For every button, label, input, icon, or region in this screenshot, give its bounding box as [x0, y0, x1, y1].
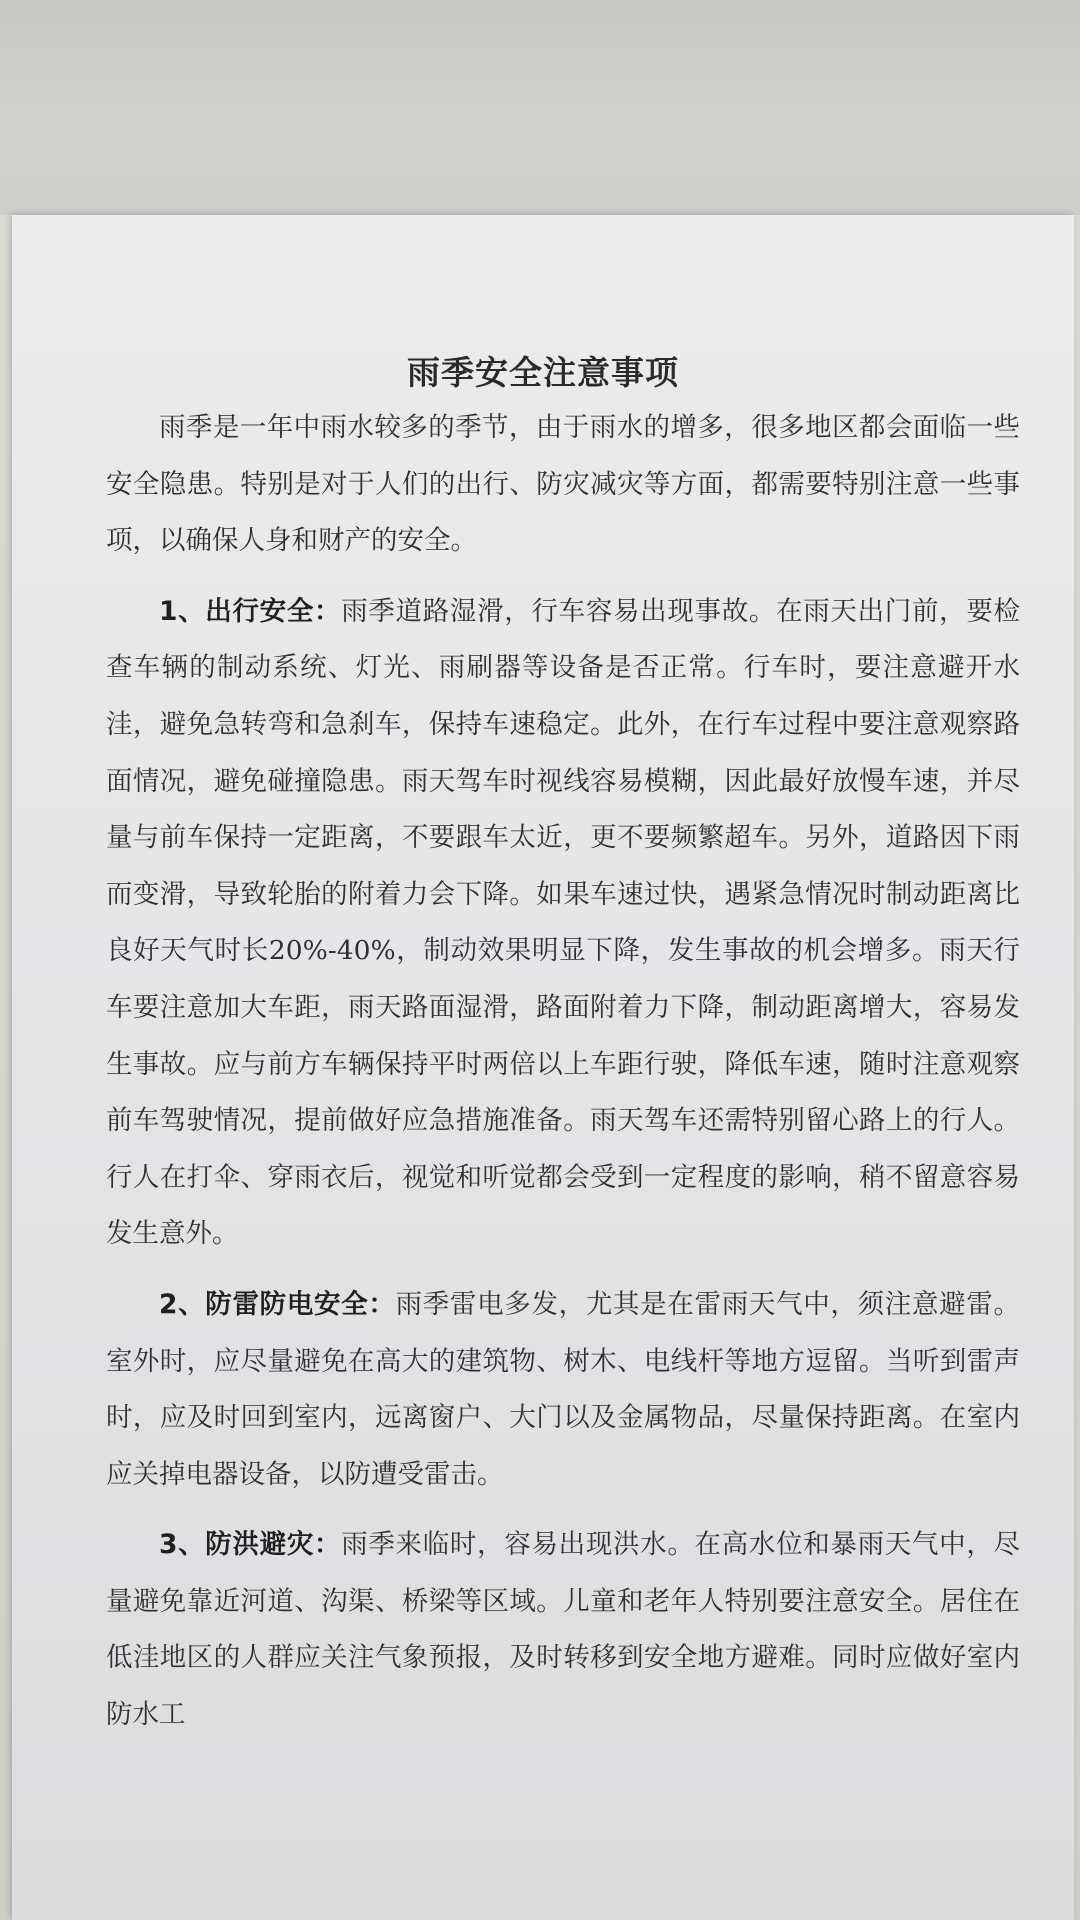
- background-surface: [0, 0, 1080, 215]
- section-text: 雨季道路湿滑，行车容易出现事故。在雨天出门前，要检查车辆的制动系统、灯光、雨刷器等设备是否正常。行车时，要注意避开水洼，避免急转弯和急刹车，保持车速稳定。此外，在行车过程中要注意观察路面情况，避免碰撞隐患。雨天驾车时视线容易模糊，因此最好放慢车速，并尽量与前车保持一定距离，不要跟车太近，更不要频繁超车。另外，道路因下雨而变滑，导致轮胎的附着力会下降。如果车速过快，遇紧急情况时制动距离比良好天气时长20%-40%，制动效果明显下降，发生事故的机会增多。雨天行车要注意加大车距，雨天路面湿滑，路面附着力下降，制动距离增大，容易发生事故。应与前方车辆保持平时两倍以上车距行驶，降低车速，随时注意观察前车驾驶情况，提前做好应急措施准备。雨天驾车还需特别留心路上的行人。行人在打伞、穿雨衣后，视觉和听觉都会受到一定程度的影响，稍不留意容易发生意外。: [106, 595, 1020, 1250]
- paper-sheet: [12, 215, 1074, 1920]
- section-text: 雨季雷电多发，尤其是在雷雨天气中，须注意避雷。室外时，应尽量避免在高大的建筑物、树木、电线杆等地方逗留。当听到雷声时，应及时回到室内，远离窗户、大门以及金属物品，尽量保持距离。在室内应关掉电器设备，以防遭受雷击。: [106, 1288, 1020, 1490]
- document-body: [106, 400, 1020, 1744]
- section-text: 雨季来临时，容易出现洪水。在高水位和暴雨天气中，尽量避免靠近河道、沟渠、桥梁等区域。儿童和老年人特别要注意安全。居住在低洼地区的人群应关注气象预报，及时转移到安全地方避难。同时应做好室内防水工: [106, 1529, 1020, 1731]
- section-paragraph-lightning-safety: [106, 1277, 1020, 1503]
- section-paragraph-travel-safety: [106, 584, 1020, 1263]
- section-paragraph-flood-safety: [106, 1517, 1020, 1743]
- intro-paragraph: 雨季是一年中雨水较多的季节，由于雨水的增多，很多地区都会面临一些安全隐患。特别是对于人们的出行、防灾减灾等方面，都需要特别注意一些事项，以确保人身和财产的安全。: [106, 412, 1020, 557]
- document-title: 雨季安全注意事项: [407, 353, 679, 392]
- section-label: 2、防雷防电安全：: [159, 1288, 396, 1320]
- section-label: 3、防洪避灾：: [159, 1529, 342, 1561]
- section-label: 1、出行安全：: [159, 595, 342, 627]
